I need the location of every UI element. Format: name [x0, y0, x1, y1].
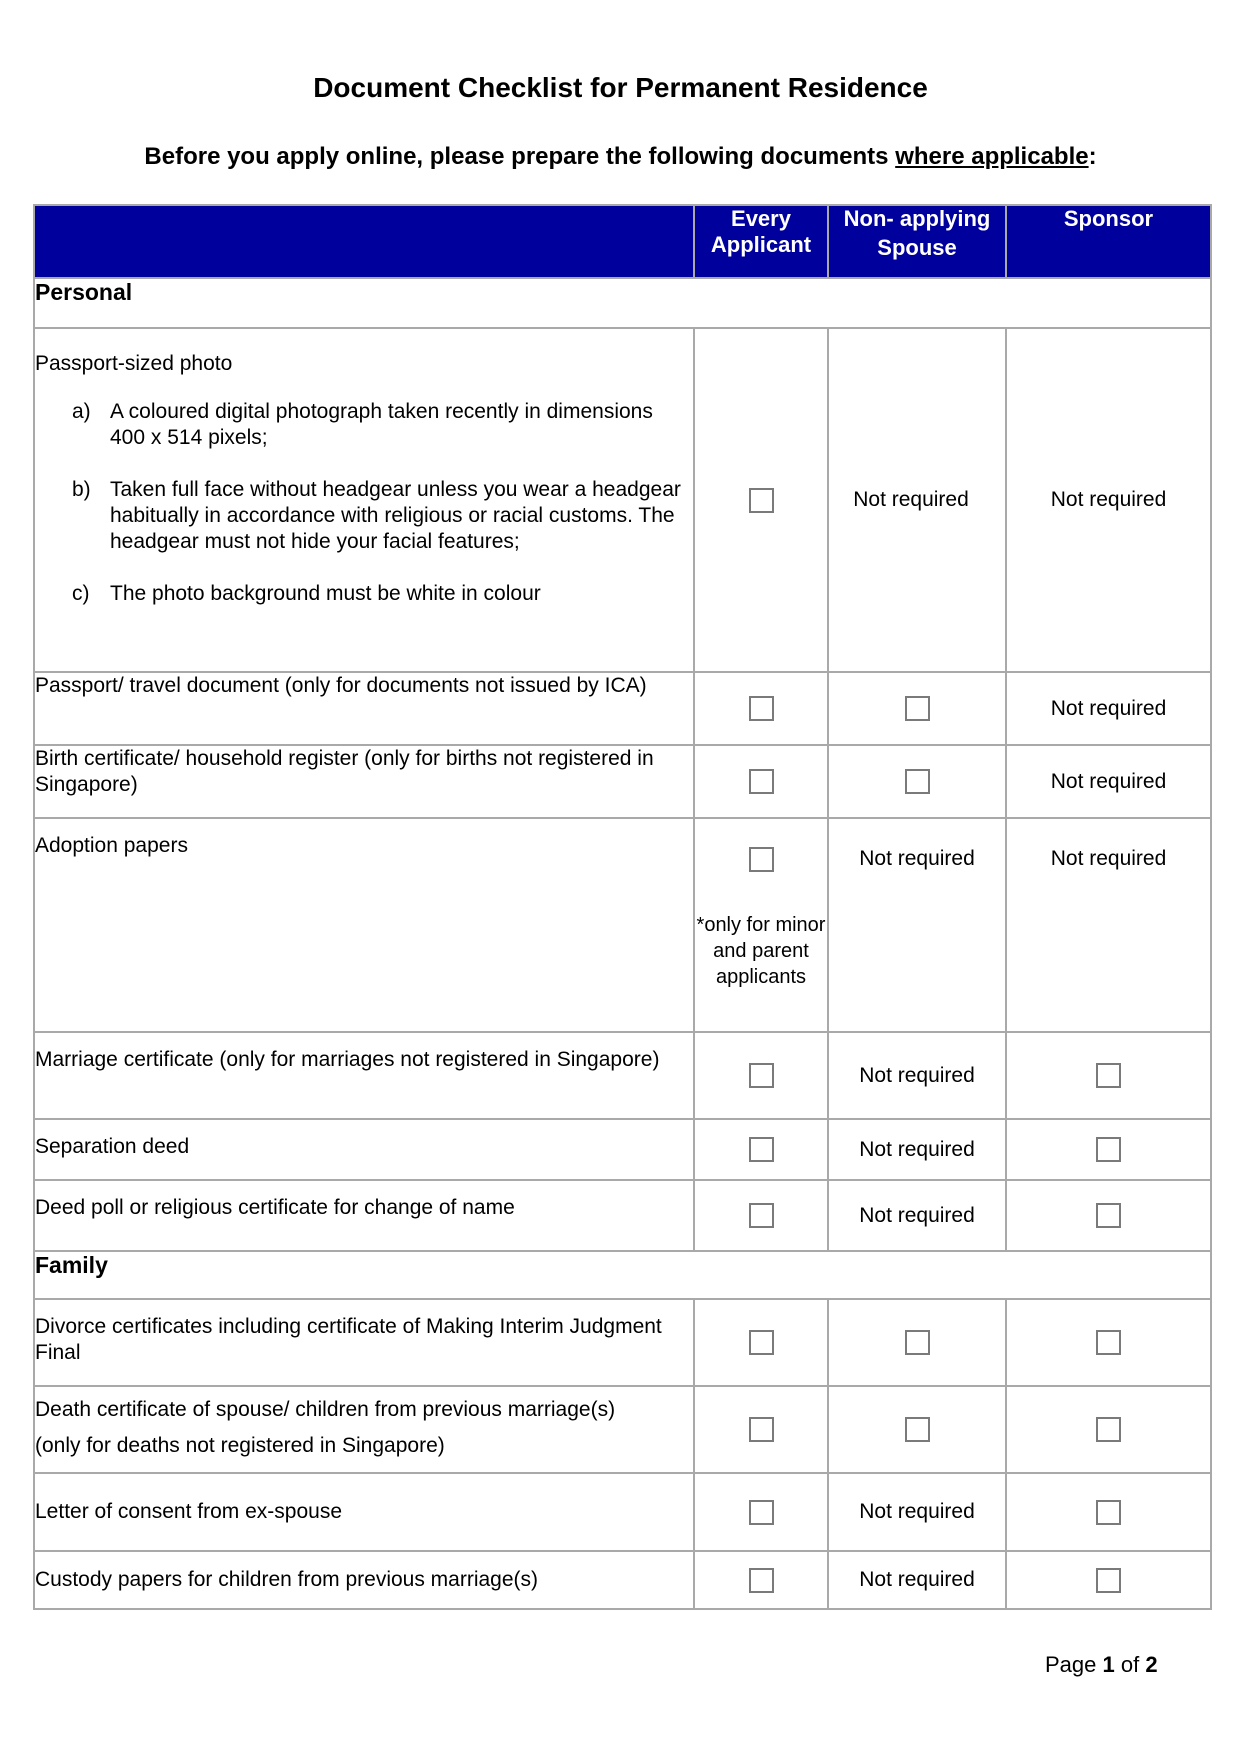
row-label-birth: Birth certificate/ household register (only for births not registered in Singapore)	[34, 745, 694, 818]
row-label-marriage: Marriage certificate (only for marriages not registered in Singapore)	[34, 1032, 694, 1119]
table-row-deedpoll	[34, 1180, 1211, 1251]
marriage-applicant-cell	[694, 1032, 828, 1119]
row-label-consent: Letter of consent from ex-spouse	[34, 1473, 694, 1551]
photo-spouse-cell: Not required	[828, 328, 1006, 672]
checkbox[interactable]	[1096, 1137, 1121, 1162]
table-row-custody	[34, 1551, 1211, 1609]
separation-spouse-cell: Not required	[828, 1119, 1006, 1180]
list-item-text: A coloured digital photograph taken recently in dimensions 400 x 514 pixels;	[110, 400, 653, 449]
checkbox[interactable]	[1096, 1568, 1121, 1593]
photo-requirements-list	[35, 399, 693, 607]
consent-sponsor-cell	[1006, 1473, 1211, 1551]
table-row-consent	[34, 1473, 1211, 1551]
divorce-sponsor-cell	[1006, 1299, 1211, 1386]
photo-sponsor-cell: Not required	[1006, 328, 1211, 672]
photo-title: Passport-sized photo	[35, 352, 233, 375]
section-title-family: Family	[34, 1251, 1211, 1299]
section-row-family	[34, 1251, 1211, 1299]
header-every-applicant-line2: Applicant	[710, 232, 812, 257]
death-spouse-cell	[828, 1386, 1006, 1473]
section-row-personal	[34, 278, 1211, 328]
checkbox[interactable]	[749, 488, 774, 513]
checkbox[interactable]	[749, 696, 774, 721]
checkbox[interactable]	[749, 1500, 774, 1525]
row-label-divorce: Divorce certificates including certificate of Making Interim Judgment Final	[34, 1299, 694, 1386]
checkbox[interactable]	[905, 696, 930, 721]
consent-spouse-cell: Not required	[828, 1473, 1006, 1551]
checkbox[interactable]	[749, 1063, 774, 1088]
list-item	[35, 581, 693, 607]
checkbox[interactable]	[1096, 1500, 1121, 1525]
passport-applicant-cell	[694, 672, 828, 745]
checkbox[interactable]	[905, 769, 930, 794]
table-row-separation	[34, 1119, 1211, 1180]
section-title-personal: Personal	[34, 278, 1211, 328]
list-marker: a)	[72, 400, 91, 423]
photo-applicant-cell	[694, 328, 828, 672]
row-label-deedpoll: Deed poll or religious certificate for change of name	[34, 1180, 694, 1251]
table-row-birth	[34, 745, 1211, 818]
passport-sponsor-cell: Not required	[1006, 672, 1211, 745]
table-row-photo	[34, 328, 1211, 672]
checkbox[interactable]	[749, 1203, 774, 1228]
checkbox[interactable]	[905, 1330, 930, 1355]
row-label-separation: Separation deed	[34, 1119, 694, 1180]
list-item	[35, 477, 693, 555]
page-title: Document Checklist for Permanent Residence	[313, 72, 928, 103]
list-marker: b)	[72, 478, 91, 501]
custody-spouse-cell: Not required	[828, 1551, 1006, 1609]
divorce-applicant-cell	[694, 1299, 828, 1386]
subtitle-suffix: :	[1088, 143, 1097, 170]
checkbox[interactable]	[749, 1330, 774, 1355]
checkbox[interactable]	[1096, 1417, 1121, 1442]
death-label-cell	[34, 1386, 694, 1473]
custody-sponsor-cell	[1006, 1551, 1211, 1609]
marriage-sponsor-cell	[1006, 1032, 1211, 1119]
custody-applicant-cell	[694, 1551, 828, 1609]
page-of-word: of	[1114, 1652, 1146, 1677]
deedpoll-sponsor-cell	[1006, 1180, 1211, 1251]
table-row-marriage	[34, 1032, 1211, 1119]
header-spouse-line2: Spouse	[877, 235, 957, 260]
birth-spouse-cell	[828, 745, 1006, 818]
header-sponsor: Sponsor	[1006, 205, 1211, 278]
table-header-row	[34, 205, 1211, 278]
checkbox[interactable]	[905, 1417, 930, 1442]
consent-applicant-cell	[694, 1473, 828, 1551]
passport-spouse-cell	[828, 672, 1006, 745]
row-label-passport: Passport/ travel document (only for documents not issued by ICA)	[34, 672, 694, 745]
row-label-death-line1: Death certificate of spouse/ children from previous marriage(s)	[35, 1398, 616, 1421]
list-item-text: The photo background must be white in colour	[110, 582, 541, 605]
checkbox[interactable]	[749, 1417, 774, 1442]
birth-sponsor-cell: Not required	[1006, 745, 1211, 818]
checkbox[interactable]	[749, 1568, 774, 1593]
adoption-spouse-cell: Not required	[828, 818, 1006, 1032]
adoption-applicant-cell	[694, 818, 828, 1032]
separation-applicant-cell	[694, 1119, 828, 1180]
separation-sponsor-cell	[1006, 1119, 1211, 1180]
header-every-applicant	[694, 205, 828, 278]
photo-requirements-cell	[34, 328, 694, 672]
death-applicant-cell	[694, 1386, 828, 1473]
checkbox[interactable]	[749, 769, 774, 794]
checkbox[interactable]	[1096, 1203, 1121, 1228]
row-label-custody: Custody papers for children from previous marriage(s)	[34, 1551, 694, 1609]
table-row-death	[34, 1386, 1211, 1473]
row-label-death-line2: (only for deaths not registered in Singapore)	[35, 1434, 445, 1457]
list-item-text: Taken full face without headgear unless you wear a headgear habitually in accordance with religious or racial customs. The headgear must not hide your facial features;	[110, 478, 681, 553]
table-row-divorce	[34, 1299, 1211, 1386]
subtitle-prefix: Before you apply online, please prepare the following documents	[144, 143, 896, 170]
header-non-applying-spouse	[828, 205, 1006, 278]
death-sponsor-cell	[1006, 1386, 1211, 1473]
row-label-adoption: Adoption papers	[34, 818, 694, 1032]
checkbox[interactable]	[749, 847, 774, 872]
birth-applicant-cell	[694, 745, 828, 818]
instructions-subtitle	[0, 143, 1241, 171]
list-item	[35, 399, 693, 451]
marriage-spouse-cell: Not required	[828, 1032, 1006, 1119]
page-current: 1	[1102, 1652, 1115, 1677]
header-spouse-line1: Non- applying	[843, 206, 991, 231]
checkbox[interactable]	[1096, 1063, 1121, 1088]
checkbox[interactable]	[1096, 1330, 1121, 1355]
deedpoll-spouse-cell: Not required	[828, 1180, 1006, 1251]
divorce-spouse-cell	[828, 1299, 1006, 1386]
subtitle-emphasis: where applicable	[895, 143, 1089, 170]
page-number	[1045, 1652, 1158, 1678]
adoption-note: *only for minor and parent applicants	[696, 914, 826, 988]
table-row-adoption	[34, 818, 1211, 1032]
header-every-applicant-line1: Every	[731, 206, 791, 231]
table-row-passport	[34, 672, 1211, 745]
list-marker: c)	[72, 582, 90, 605]
page-total: 2	[1145, 1652, 1158, 1677]
page-word: Page	[1045, 1652, 1103, 1677]
deedpoll-applicant-cell	[694, 1180, 828, 1251]
checkbox[interactable]	[749, 1137, 774, 1162]
document-checklist-table	[33, 204, 1212, 1610]
adoption-sponsor-cell: Not required	[1006, 818, 1211, 1032]
header-description-cell	[34, 205, 694, 278]
